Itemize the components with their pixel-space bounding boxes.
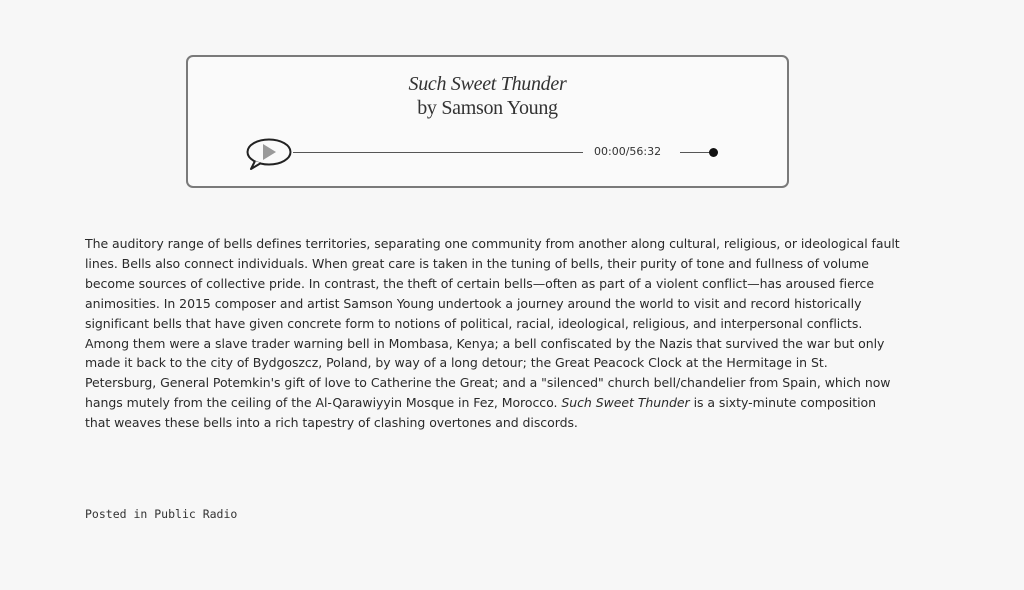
play-speech-bubble-icon — [246, 137, 294, 171]
volume-knob[interactable] — [709, 148, 718, 157]
posted-in-line — [85, 507, 237, 521]
description-part-2: is a sixty-minute composition that weaves these bells into a rich tapestry of clashing overtones and discords. — [85, 395, 876, 431]
category-link-public-radio[interactable]: Public Radio — [154, 507, 238, 521]
posted-in-label: Posted in — [85, 507, 155, 521]
description-italic-title: Such Sweet Thunder — [561, 395, 690, 411]
track-title: Such Sweet Thunder — [408, 73, 567, 95]
volume-track[interactable] — [680, 152, 712, 153]
track-artist: by Samson Young — [417, 97, 558, 119]
progress-track[interactable] — [293, 152, 583, 153]
description-text — [85, 234, 900, 433]
description-part-1: The auditory range of bells defines territories, separating one community from another along cultural, religious, or ideological fault lines. Bells also connect individuals. When great care is taken in the tuning of bells, their purity of tone and fullness of volume become sources of collective pride. In contrast, the theft of certain bells—often as part of a violent conflict—has aroused fierce animosities. In 2015 composer and artist Samson Young undertook a journey around the world to visit and record historically significant bells that have given concrete form to notions of political, racial, ideological, religious, and interpersonal conflicts. Among them were a slave trader warning bell in Mombasa, Kenya; a bell confiscated by the Nazis that survived the war but only made it back to the city of Bydgoszcz, Poland, by way of a long detour; the Great Peacock Clock at the Hermitage in St. Petersburg, General Potemkin's gift of love to Catherine the Great; and a "silenced" church bell/chandelier from Spain, which now hangs mutely from the ceiling of the Al-Qarawiyyin Mosque in Fez, Morocco. — [85, 236, 900, 411]
play-button[interactable] — [246, 137, 294, 171]
audio-player — [186, 55, 789, 188]
time-readout: 00:00/56:32 — [594, 145, 662, 158]
